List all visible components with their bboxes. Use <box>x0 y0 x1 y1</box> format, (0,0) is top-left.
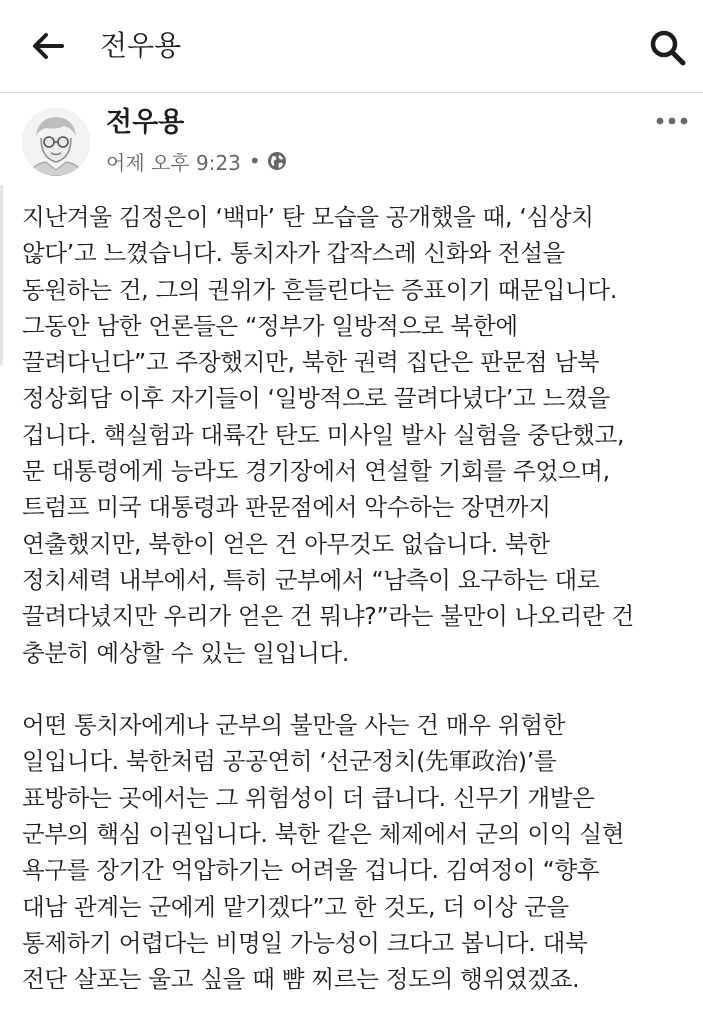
post-text-line: 겁니다. 핵실험과 대륙간 탄도 미사일 발사 실험을 중단했고, <box>22 420 625 449</box>
top-app-bar <box>0 0 703 93</box>
post-text-line: 끌려다녔지만 우리가 얻은 건 뭐냐?”라는 불만이 나오리란 건 <box>22 602 634 631</box>
post-text-line: 정치세력 내부에서, 특히 군부에서 “남측이 요구하는 대로 <box>22 565 600 594</box>
post-text-line: 어떤 통치자에게나 군부의 불만을 사는 건 매우 위험한 <box>22 711 566 740</box>
post-text-line: 연출했지만, 북한이 얻은 건 아무것도 없습니다. 북한 <box>22 529 550 558</box>
post-meta <box>106 146 287 176</box>
scroll-indicator <box>0 185 3 365</box>
post-text-line: 전단 살포는 울고 싶을 때 뺨 찌르는 정도의 행위였겠죠. <box>22 965 580 994</box>
post-text-line: 일입니다. 북한처럼 공공연히 ‘선군정치(先軍政治)’를 <box>22 747 557 776</box>
globe-icon <box>267 151 287 171</box>
post-time[interactable]: 어제 오후 9:23 <box>106 150 241 175</box>
more-options-button[interactable] <box>650 106 694 136</box>
post-text-line: 트럼프 미국 대통령과 판문점에서 악수하는 장면까지 <box>22 493 551 522</box>
post-text-line: 그동안 남한 언론들은 “정부가 일방적으로 북한에 <box>22 311 518 340</box>
post-text-line: 문 대통령에게 능라도 경기장에서 연설할 기회를 주었으며, <box>22 457 610 486</box>
meta-separator: • <box>248 149 261 173</box>
post-text-line: 동원하는 건, 그의 권위가 흔들린다는 증표이기 때문입니다. <box>22 275 617 304</box>
search-button[interactable] <box>646 26 690 70</box>
post-paragraph-2 <box>22 707 698 997</box>
search-icon <box>649 29 687 67</box>
post-author[interactable]: 전우용 <box>106 107 185 138</box>
post-text-line: 정상회담 이후 자기들이 ‘일방적으로 끌려다녔다’고 느꼈을 <box>22 384 610 413</box>
post-paragraph-1 <box>22 199 698 671</box>
post-body <box>22 199 698 998</box>
avatar[interactable] <box>22 108 90 176</box>
post-text-line: 표방하는 곳에서는 그 위험성이 더 큽니다. 신무기 개발은 <box>22 783 595 812</box>
post-text-line: 충분히 예상할 수 있는 일입니다. <box>22 638 350 667</box>
post-text-line: 대남 관계는 군에게 맡기겠다”고 한 것도, 더 이상 군을 <box>22 892 569 921</box>
arrow-left-icon <box>31 31 65 61</box>
post-text-line: 지난겨울 김정은이 ‘백마’ 탄 모습을 공개했을 때, ‘심상치 <box>22 203 594 231</box>
post-text-line: 않다’고 느꼈습니다. 통치자가 갑작스레 신화와 전설을 <box>22 239 566 268</box>
back-button[interactable] <box>28 26 68 66</box>
paragraph-spacer <box>22 671 698 707</box>
post-text-line: 욕구를 장기간 억압하기는 어려울 겁니다. 김여정이 “향후 <box>22 856 600 885</box>
post-text-line: 군부의 핵심 이권입니다. 북한 같은 체제에서 군의 이익 실현 <box>22 820 625 849</box>
more-horizontal-icon <box>656 117 688 125</box>
post-text-line: 끌려다닌다”고 주장했지만, 북한 권력 집단은 판문점 남북 <box>22 348 600 377</box>
profile-sketch-icon <box>22 108 90 176</box>
post-text-line: 통제하기 어렵다는 비명일 가능성이 크다고 봅니다. 대북 <box>22 928 588 957</box>
page-title: 전우용 <box>100 29 182 62</box>
